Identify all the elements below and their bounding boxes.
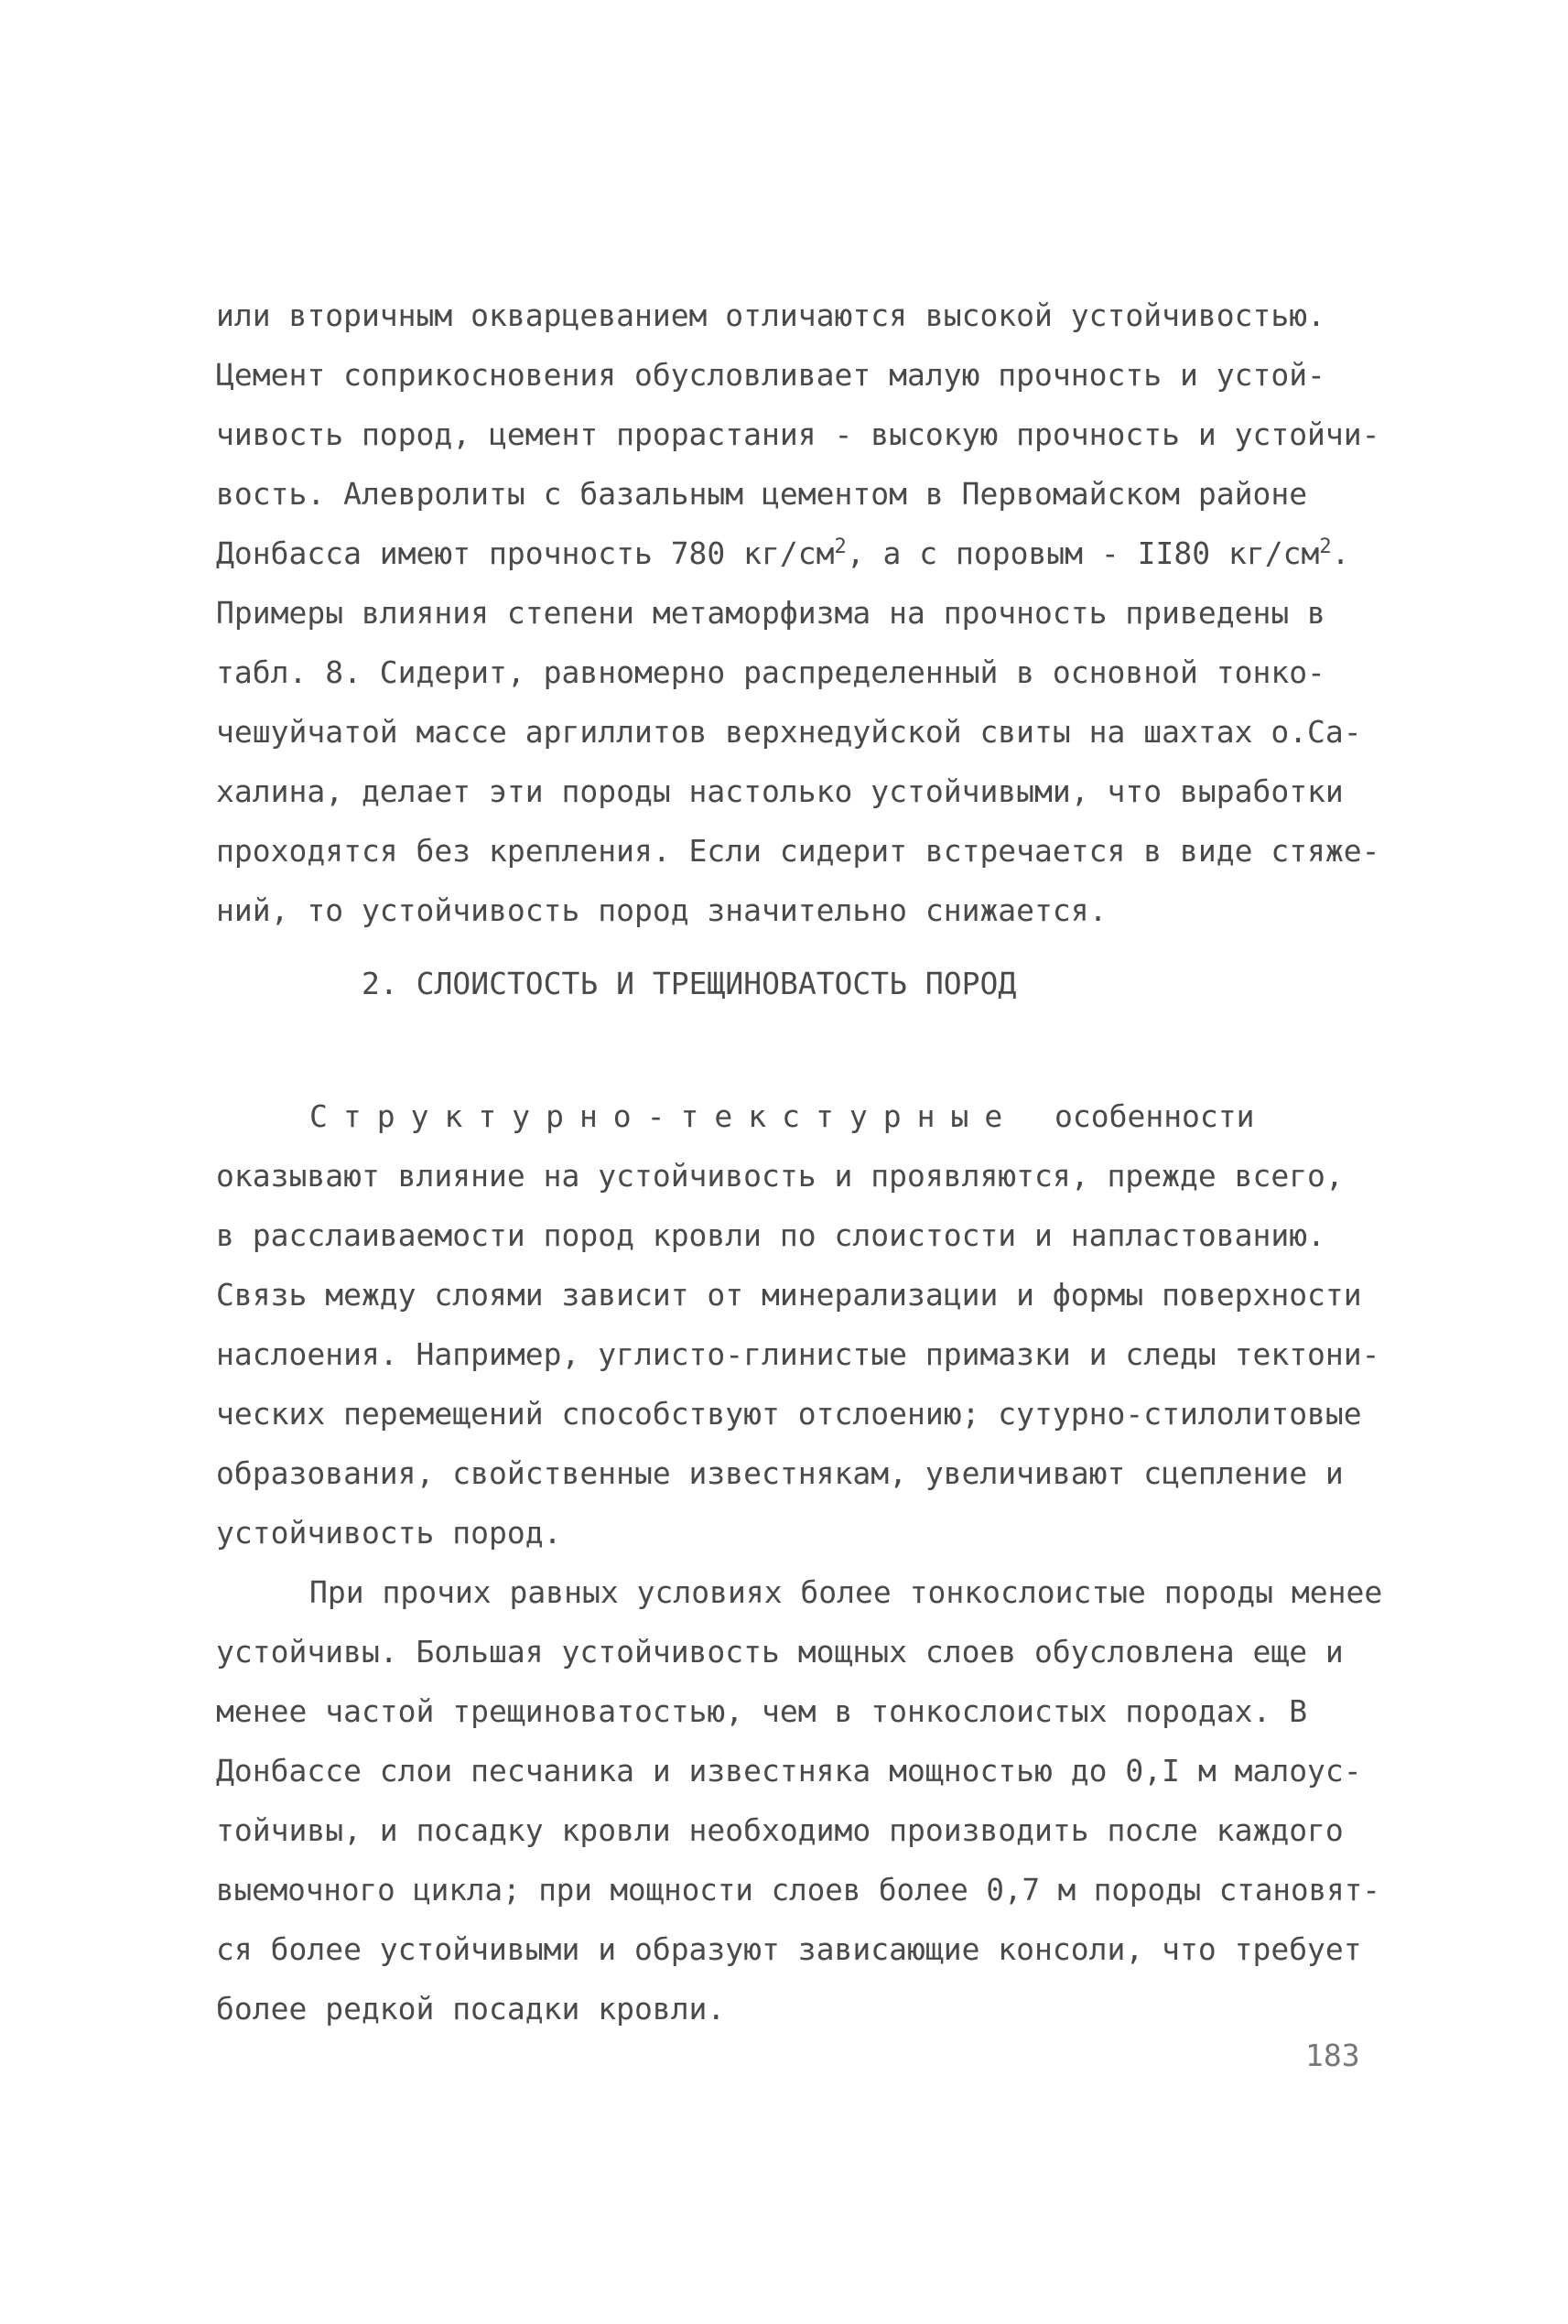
text-segment: . bbox=[1331, 535, 1350, 571]
paragraph1-line-9: халина, делает эти породы настолько устойчивыми, что выработки bbox=[216, 773, 1344, 809]
paragraph2-line-5: наслоения. Например, углисто-глинистые примазки и следы тектони- bbox=[216, 1336, 1380, 1372]
page-number: 183 bbox=[1305, 2038, 1360, 2073]
text-segment: особенности bbox=[1054, 1098, 1255, 1134]
paragraph1-line-6: Примеры влияния степени метаморфизма на прочность приведены в bbox=[216, 595, 1325, 631]
paragraph2-line-1 bbox=[309, 1098, 1255, 1135]
paragraph2-line-8: устойчивость пород. bbox=[216, 1515, 562, 1551]
paragraph1-line-2: Цемент соприкосновения обусловливает малую прочность и устой- bbox=[216, 357, 1325, 393]
paragraph2-line-7: образования, свойственные известнякам, увеличивают сцепление и bbox=[216, 1455, 1344, 1491]
paragraph3-line-2: устойчивы. Большая устойчивость мощных слоев обусловлена еще и bbox=[216, 1634, 1344, 1670]
paragraph1-line-8: чешуйчатой массе аргиллитов верхнедуйской свиты на шахтах о.Са- bbox=[216, 714, 1362, 750]
paragraph2-line-2: оказывают влияние на устойчивость и проявляются, прежде всего, bbox=[216, 1158, 1344, 1194]
paragraph3-line-3: менее частой трещиноватостью, чем в тонкослоистых породах. В bbox=[216, 1693, 1308, 1729]
paragraph2-line-4: Связь между слоями зависит от минерализации и формы поверхности bbox=[216, 1277, 1362, 1313]
paragraph3-line-4: Донбассе слои песчаника и известняка мощностью до 0,I м малоус- bbox=[216, 1753, 1362, 1789]
section-heading: 2. СЛОИСТОСТЬ И ТРЕЩИНОВАТОСТЬ ПОРОД bbox=[362, 966, 1017, 1001]
paragraph1-line-7: табл. 8. Сидерит, равномерно распределенный в основной тонко- bbox=[216, 654, 1325, 690]
text-segment: , а с поровым - II80 кг/см bbox=[846, 535, 1320, 571]
paragraph3-line-5: тойчивы, и посадку кровли необходимо производить после каждого bbox=[216, 1812, 1344, 1848]
paragraph3-line-6: выемочного цикла; при мощности слоев более 0,7 м породы становят- bbox=[216, 1873, 1380, 1908]
paragraph3-line-1: При прочих равных условиях более тонкослоистые породы менее bbox=[309, 1574, 1383, 1610]
superscript: 2 bbox=[1319, 535, 1332, 558]
paragraph1-line-3: чивость пород, цемент прорастания - высокую прочность и устойчи- bbox=[216, 416, 1380, 452]
paragraph2-line-3: в расслаиваемости пород кровли по слоистости и напластованию. bbox=[216, 1217, 1325, 1253]
paragraph1-line-1: или вторичным окварцеванием отличаются высокой устойчивостью. bbox=[216, 297, 1325, 333]
paragraph1-line-5 bbox=[216, 535, 1349, 572]
paragraph3-line-8: более редкой посадки кровли. bbox=[216, 1991, 726, 2027]
text-segment: Донбасса имеют прочность 780 кг/см bbox=[216, 535, 835, 571]
paragraph3-line-7: ся более устойчивыми и образуют зависающие консоли, что требует bbox=[216, 1931, 1362, 1967]
paragraph2-line-6: ческих перемещений способствуют отслоению; сутурно-стилолитовые bbox=[216, 1396, 1362, 1432]
superscript: 2 bbox=[834, 535, 847, 558]
paragraph1-line-4: вость. Алевролиты с базальным цементом в Первомайском районе bbox=[216, 476, 1308, 512]
spaced-term: Структурно-текстурные bbox=[309, 1098, 1019, 1134]
paragraph1-line-10: проходятся без крепления. Если сидерит встречается в виде стяже- bbox=[216, 833, 1380, 869]
paragraph1-line-11: ний, то устойчивость пород значительно снижается. bbox=[216, 892, 1108, 928]
